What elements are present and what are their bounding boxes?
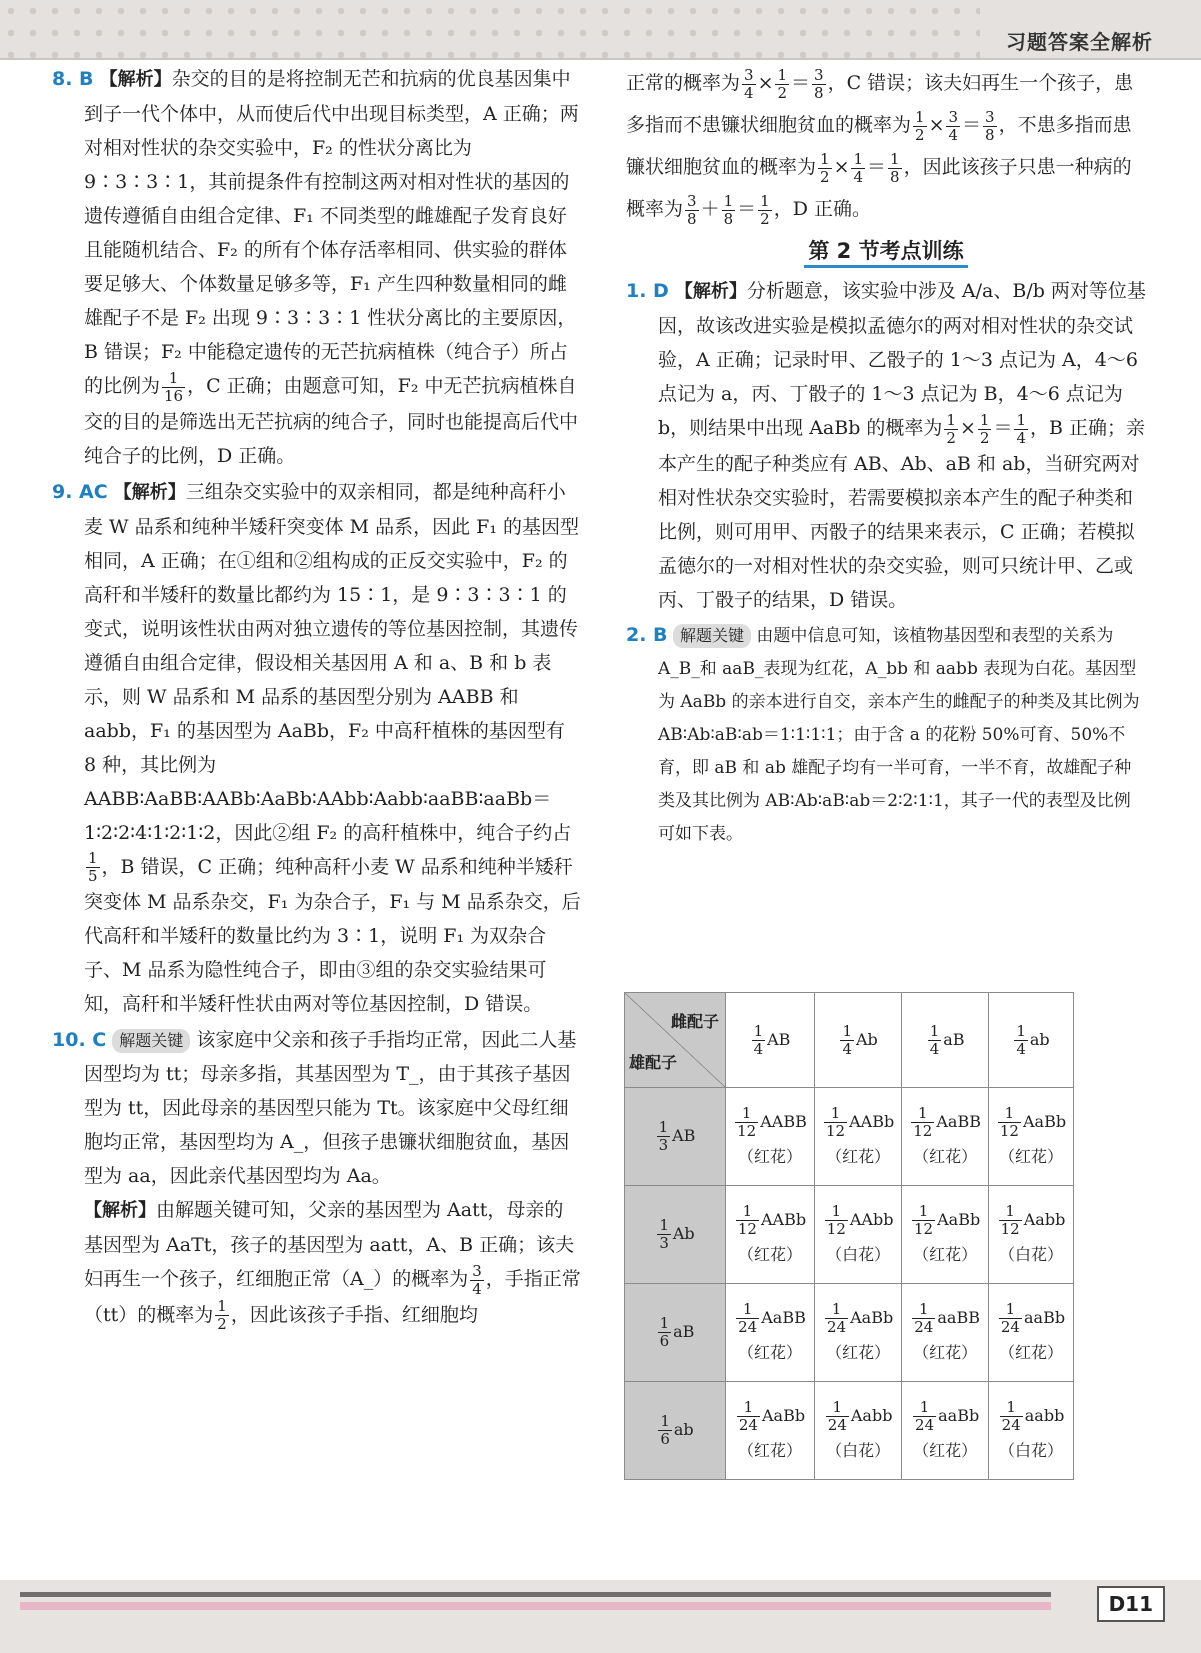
answer-text: ，因此该孩子手指、红细胞均 <box>230 1303 478 1326</box>
fraction: $\frac{3}{4}$ <box>472 1261 482 1298</box>
question-2 <box>626 619 1146 851</box>
question-number: 9. AC <box>52 480 108 503</box>
right-column <box>626 62 1146 851</box>
fraction: $\frac{3}{8}$ <box>687 191 697 228</box>
key-point-text: 该家庭中父亲和孩子手指均正常，因此二人基因型均为 tt；母亲多指，其基因型为 T_，由于其孩子基因型为 tt，因此母亲的基因型只能为 Tt。该家庭中父母红细胞均正常，基因型均为 A_，但孩子患镰状细胞贫血，基因型为 aa，因此亲代基因型均为 Aa。 <box>84 1029 577 1187</box>
table-row <box>625 1186 1074 1284</box>
analysis-tag: 【解析】 <box>113 481 186 503</box>
table-cell: $\frac{1}{12}$ AAbb （白花） <box>814 1186 901 1284</box>
key-point-badge: 解题关键 <box>673 624 751 648</box>
fraction: $\frac{1}{8}$ <box>890 149 900 186</box>
answer-text: 杂交的目的是将控制无芒和抗病的优良基因集中到子一代个体中，从而使后代中出现目标类型，A 正确；两对相对性状的杂交实验中，F₂ 的性状分离比为 9∶3∶3∶1，其前提条件有控制这两对相对性状的基因的遗传遵循自由组合定律、F₁ 不同类型的雌雄配子发育良好且能随机结合、F₂ 的所有个体存活率相同、供实验的群体要足够大、个体数量足够多等，F₁ 产生四种数量相同的雌雄配子不是 F₂ 出现 9∶3∶3∶1 性状分离比的主要原因，B 错误；F₂ 中能稳定遗传的无芒抗病植株（纯合子）所占的比例为 <box>84 68 579 397</box>
section-title: 第 2 节考点训练 <box>626 234 1146 268</box>
column-header: $\frac{1}{4}$ ab <box>988 993 1073 1088</box>
fraction: $\frac{1}{2}$ <box>915 107 925 144</box>
table-cell: $\frac{1}{24}$ AaBB （红花） <box>726 1284 815 1382</box>
question-number: 1. D <box>626 280 669 302</box>
footer-accent-stripe <box>20 1602 1051 1610</box>
header-title: 习题答案全解析 <box>1006 30 1153 54</box>
table-cell: $\frac{1}{12}$ AaBB （红花） <box>902 1088 989 1186</box>
page-footer <box>0 1580 1201 1653</box>
fraction: $\frac{1}{2}$ <box>760 191 770 228</box>
footer-rule <box>20 1592 1051 1597</box>
left-column <box>52 62 582 1333</box>
column-header: $\frac{1}{4}$ AB <box>726 993 815 1088</box>
genotype-table <box>624 992 1074 1480</box>
table-cell: $\frac{1}{12}$ AABb （红花） <box>726 1186 815 1284</box>
table-cell: $\frac{1}{12}$ AaBb （红花） <box>988 1088 1073 1186</box>
page-number: D11 <box>1097 1586 1165 1622</box>
fraction: $\frac{1}{2}$ <box>217 1297 227 1333</box>
question-10 <box>52 1023 582 1333</box>
answer-text: ，C 正确；由题意可知，F₂ 中无芒抗病植株自交的目的是筛选出无芒抗病的纯合子，同时也能提高后代中纯合子的比例，D 正确。 <box>84 375 579 467</box>
answer-text: ，B 错误，C 正确；纯种高秆小麦 W 品系和纯种半矮秆突变体 M 品系杂交，F₁ 为杂合子，F₁ 与 M 品系杂交，后代高秆和半矮秆的数量比约为 3∶1，说明 F₁ 为双杂合子、M 品系为隐性纯合子，即由③组的杂交实验结果可知，高秆和半矮秆性状由两对等位基因控制，D 错误。 <box>84 855 581 1015</box>
table-cell: $\frac{1}{24}$ aaBB （红花） <box>902 1284 989 1382</box>
fraction: $\frac{3}{8}$ <box>985 107 995 144</box>
row-header: $\frac{1}{3}$ AB <box>625 1088 726 1186</box>
table-cell: $\frac{1}{12}$ AaBb （红花） <box>902 1186 989 1284</box>
key-point-text: 由题中信息可知，该植物基因型和表型的关系为 A_B_和 aaB_表现为红花，A_bb 和 aabb 表现为白花。基因型为 AaBb 的亲本进行自交，亲本产生的雌配子的种类及其比例为 AB∶Ab∶aB∶ab＝1∶1∶1∶1；由于含 a 的花粉 50%可育、50%不育，即 aB 和 ab 雄配子均有一半可育，一半不育，故雄配子种类及其比例为 AB∶Ab∶aB∶ab＝2∶2∶1∶1，其子一代的表型及比例可如下表。 <box>658 625 1140 844</box>
question-number: 2. B <box>626 623 668 646</box>
fraction: $\frac{3}{4}$ <box>744 65 754 102</box>
analysis-tag: 【解析】 <box>674 281 747 302</box>
fraction: $\frac{1}{8}$ <box>723 191 734 228</box>
table-cell: $\frac{1}{12}$ AABb （红花） <box>814 1088 901 1186</box>
answer-text: 由解题关键可知，父亲的基因型为 Aatt，母亲的基因型为 AaTt，孩子的基因型为 aatt，A、B 正确；该夫妇再生一个孩子，红细胞正常（A_）的概率为 <box>84 1199 575 1290</box>
analysis-tag: 【解析】 <box>99 69 172 90</box>
row-header: $\frac{1}{6}$ aB <box>625 1284 726 1382</box>
table-cell: $\frac{1}{24}$ aabb （白花） <box>988 1382 1073 1480</box>
table-row <box>625 1382 1074 1480</box>
table-corner: 雌配子 雄配子 <box>625 993 726 1088</box>
page-header <box>0 0 1201 60</box>
row-header: $\frac{1}{3}$ Ab <box>625 1186 726 1284</box>
question-number: 8. B <box>52 68 94 90</box>
fraction: $\frac{3}{8}$ <box>814 65 824 102</box>
table-cell: $\frac{1}{12}$ Aabb （白花） <box>988 1186 1073 1284</box>
table-cell: $\frac{1}{24}$ aaBb （红花） <box>988 1284 1073 1382</box>
question-10-continued: 正常的概率为 $\frac{3}{4}$ × $\frac{1}{2}$ ＝ $\frac{3}{8}$ ，C 错误；该夫妇再生一个孩子，患多指而不患镰状细胞贫血的概率为 $\frac{1}{2}$ × $\frac{3}{4}$ ＝ $\frac{3}{8}$ ，不患多指而患镰状细胞贫血的概率为 $\frac{1}{2}$ × $\frac{1}{4}$ ＝ $\frac{1}{8}$ ，因此该孩子只患一种病的概率为 $\frac{3}{8}$ ＋ $\frac{1}{8}$ ＝ $\frac{1}{2}$ ，D 正确。 <box>626 65 1134 228</box>
dot-pattern <box>0 0 980 58</box>
fraction: $\frac{1}{2}$ <box>820 149 830 186</box>
fraction: $\frac{1}{2}$ <box>979 410 990 447</box>
key-point-badge: 解题关键 <box>112 1029 190 1053</box>
fraction: $\frac{1}{2}$ <box>777 65 788 102</box>
answer-text: 分析题意，该实验中涉及 A/a、B/b 两对等位基因，故该改进实验是模拟孟德尔的两对相对性状的杂交试验，A 正确；记录时甲、乙骰子的 1～3 点记为 A，4～6 点记为 a，丙、丁骰子的 1～3 点记为 B，4～6 点记为 b，则结果中出现 AaBb 的概率为 <box>658 280 1146 439</box>
column-header: $\frac{1}{4}$ Ab <box>814 993 901 1088</box>
table-cell: $\frac{1}{24}$ Aabb （白花） <box>814 1382 901 1480</box>
analysis-tag: 【解析】 <box>84 1200 156 1221</box>
answer-text: ，B 正确；亲本产生的配子种类应有 AB、Ab、aB 和 ab，当研究两对相对性状杂交实验时，若需要模拟亲本产生的配子种类和比例，则可用甲、丙骰子的结果来表示，C 正确；若模拟孟德尔的一对相对性状的杂交实验，则可只统计甲、乙或丙、丁骰子的结果，D 错误。 <box>658 417 1146 611</box>
fraction: $\frac{1}{16}$ <box>164 368 184 405</box>
table-cell: $\frac{1}{24}$ aaBb （红花） <box>902 1382 989 1480</box>
table-row <box>625 1088 1074 1186</box>
fraction: $\frac{1}{5}$ <box>88 849 98 885</box>
fraction: $\frac{1}{4}$ <box>1016 410 1026 447</box>
question-1: 1. D 【解析】分析题意，该实验中涉及 A/a、B/b 两对等位基因，故该改进实验是模拟孟德尔的两对相对性状的杂交试验，A 正确；记录时甲、乙骰子的 1～3 点记为 A，4～6 点记为 a，丙、丁骰子的 1～3 点记为 B，4～6 点记为 b，则结果中出现 AaBb 的概率为 $\frac{1}{2}$ × $\frac{1}{2}$ ＝ $\frac{1}{4}$ ，B 正确；亲本产生的配子种类应有 AB、Ab、aB 和 ab，当研究两对相对性状杂交实验时，若需要模拟亲本产生的配子种类和比例，则可用甲、丙骰子的结果来表示，C 正确；若模拟孟德尔的一对相对性状的杂交实验，则可只统计甲、乙或丙、丁骰子的结果，D 错误。 <box>626 280 1146 611</box>
column-header: $\frac{1}{4}$ aB <box>902 993 989 1088</box>
answer-text: 三组杂交实验中的双亲相同，都是纯种高秆小麦 W 品系和纯种半矮秆突变体 M 品系，因此 F₁ 的基因型相同，A 正确；在①组和②组构成的正反交实验中，F₂ 的高秆和半矮秆的数量比都约为 15∶1，是 9∶3∶3∶1 的变式，说明该性状由两对独立遗传的等位基因控制，其遗传遵循自由组合定律，假设相关基因用 A 和 a、B 和 b 表示，则 W 品系和 M 品系的基因型分别为 AABB 和 aabb，F₁ 的基因型为 AaBb，F₂ 中高秆植株的基因型有 8 种，其比例为 AABB∶AaBB∶AABb∶AaBb∶AAbb∶Aabb∶aaBB∶aaBb＝1∶2∶2∶4∶1∶2∶1∶2，因此②组 F₂ 的高秆植株中，纯合子约占 <box>84 480 580 844</box>
table-cell: $\frac{1}{12}$ AABB （红花） <box>726 1088 815 1186</box>
table-cell: $\frac{1}{24}$ AaBb （红花） <box>726 1382 815 1480</box>
question-number: 10. C <box>52 1029 107 1051</box>
table-cell: $\frac{1}{24}$ AaBb （红花） <box>814 1284 901 1382</box>
table-row <box>625 1284 1074 1382</box>
answer-text: ，手指正常（tt）的概率为 <box>84 1268 581 1326</box>
question-8 <box>52 62 582 473</box>
fraction: $\frac{1}{4}$ <box>853 149 864 186</box>
row-header: $\frac{1}{6}$ ab <box>625 1382 726 1480</box>
fraction: $\frac{3}{4}$ <box>948 107 959 144</box>
fraction: $\frac{1}{2}$ <box>946 410 956 447</box>
question-9 <box>52 475 582 1022</box>
